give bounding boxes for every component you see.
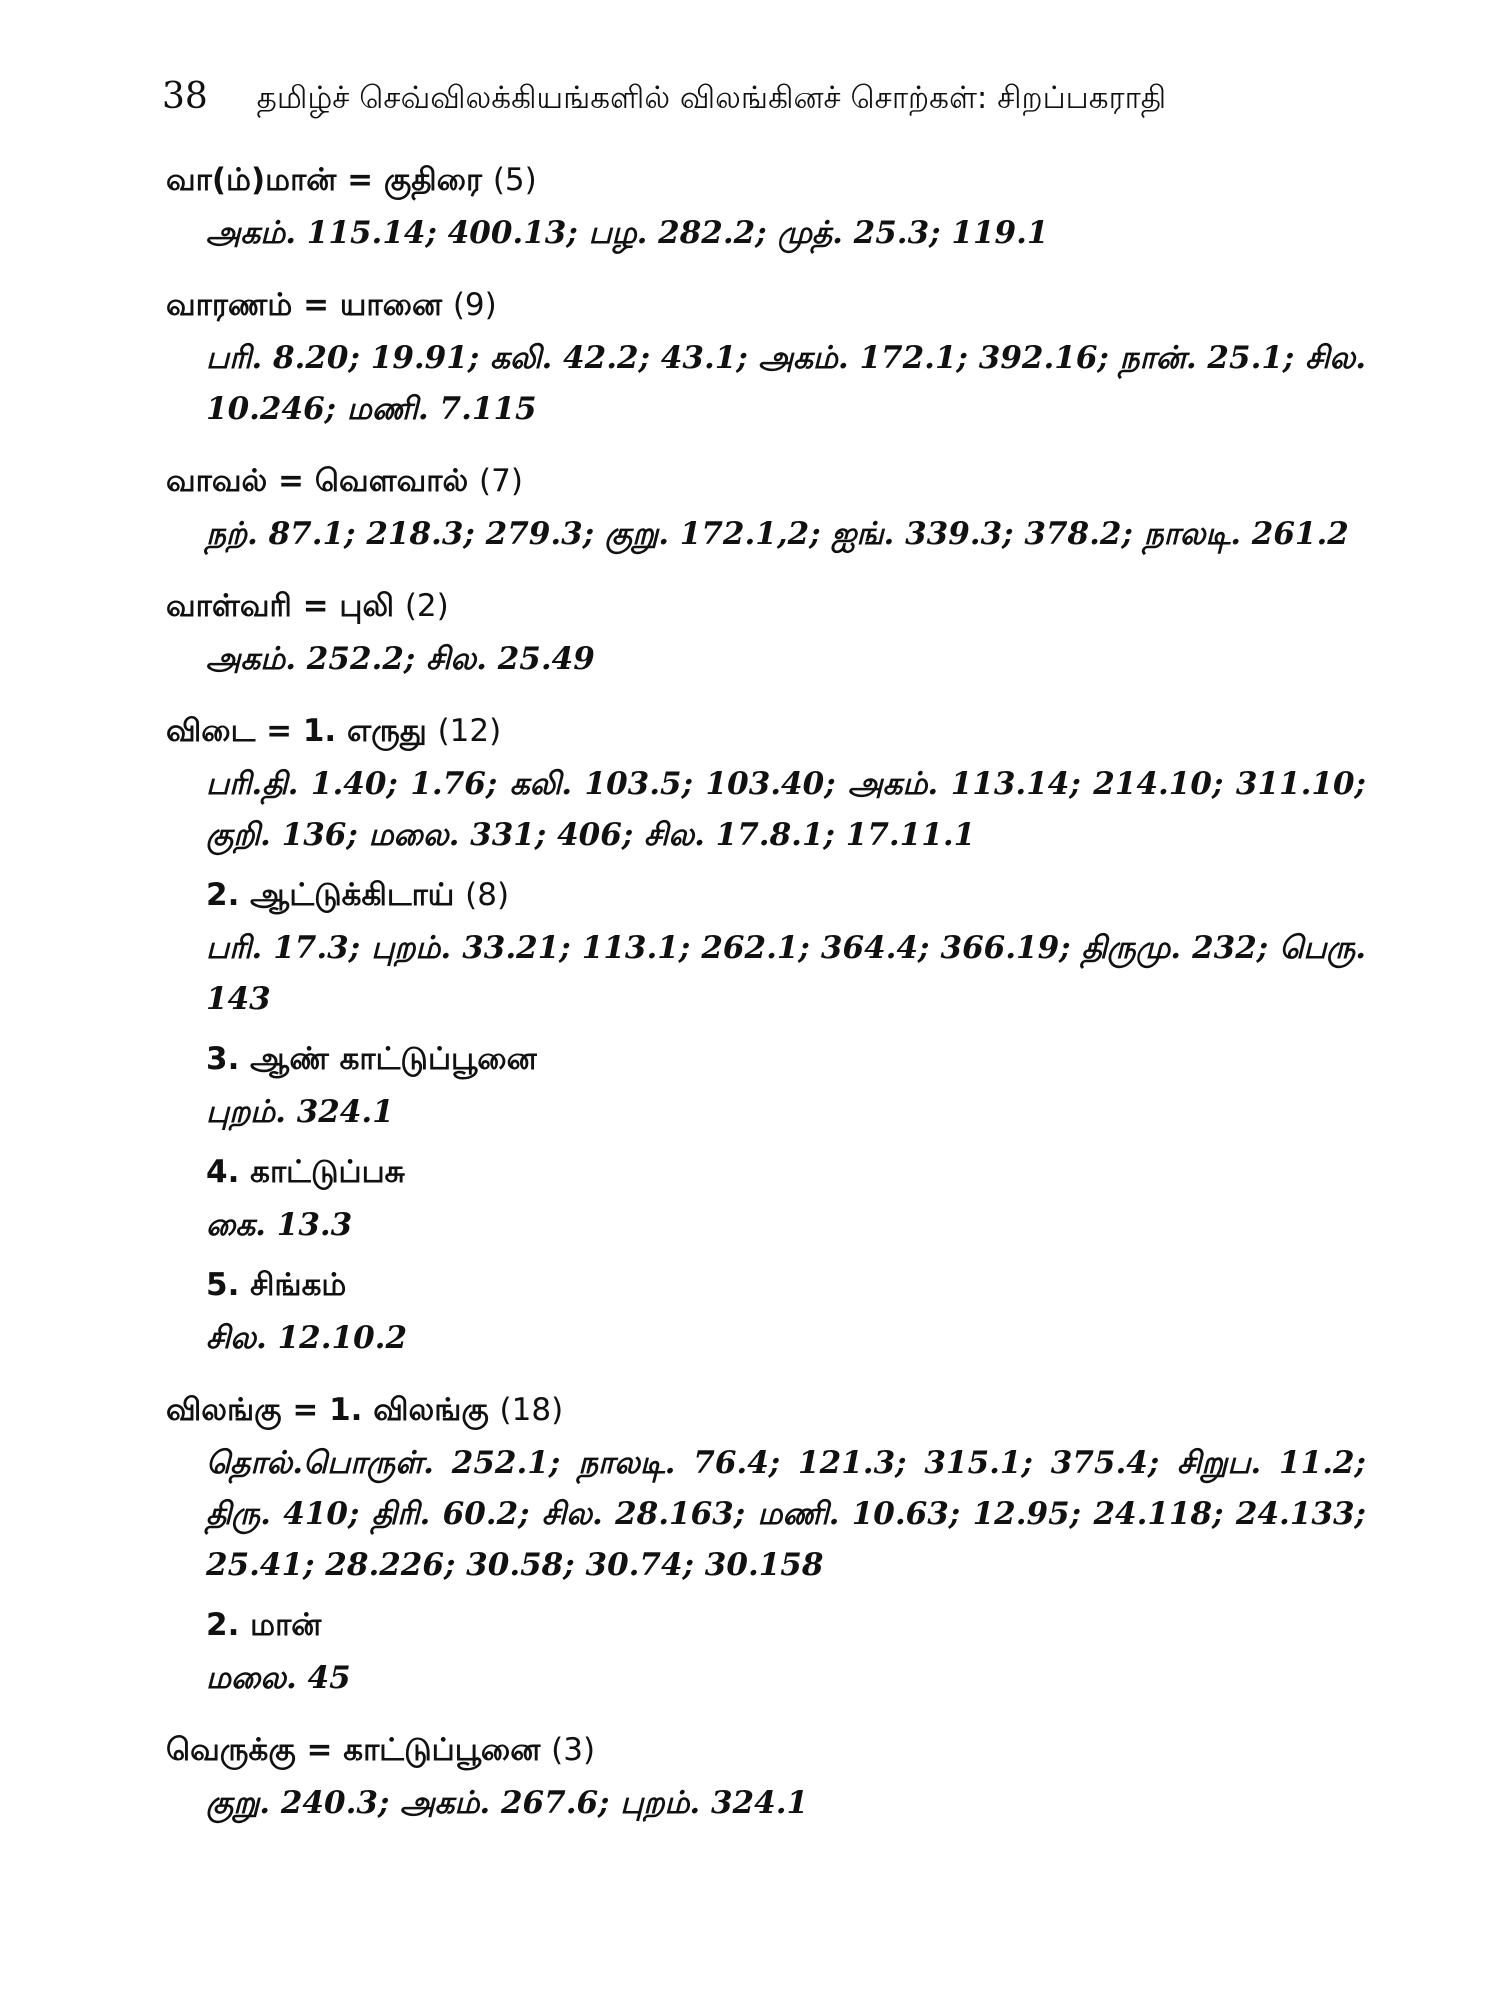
headword-text: வா(ம்)மான் = குதிரை [166, 162, 483, 198]
entry-sense [206, 1033, 1366, 1138]
entry-references: தொல்.பொருள். 252.1; நாலடி. 76.4; 121.3; 315.1; 375.4; சிறுப. 11.2; திரு. 410; திரி. 60.2; சில. 28.163; மணி. 10.63; 12.95; 24.118; 24.133; 25.41; 28.226; 30.58; 30.74; 30.158 [206, 1445, 1366, 1583]
entry-references: குறு. 240.3; அகம். 267.6; புறம். 324.1 [206, 1785, 809, 1821]
page-number: 38 [162, 76, 208, 117]
entry-references: நற். 87.1; 218.3; 279.3; குறு. 172.1,2; ஐங். 339.3; 378.2; நாலடி. 261.2 [206, 516, 1349, 552]
entry-list [166, 154, 1366, 1849]
headword-text: விலங்கு = 1. விலங்கு [166, 1392, 489, 1428]
sense-label-text: 2. மான் [206, 1607, 322, 1643]
entry-headword [166, 1384, 1366, 1436]
book-title: தமிழ்ச் செவ்விலக்கியங்களில் விலங்கினச் சொற்கள்: சிறப்பகராதி [256, 80, 1167, 116]
occurrence-count: (2) [404, 588, 449, 624]
dictionary-entry [166, 154, 1366, 259]
headword-text: விடை = 1. எருது [166, 713, 427, 749]
sense-label [206, 869, 1366, 921]
entry-headword [166, 154, 1366, 206]
entry-headword [166, 279, 1366, 331]
entry-headword [166, 1724, 1366, 1776]
dictionary-entry [166, 580, 1366, 685]
headword-text: வாவல் = வெளவால் [166, 463, 469, 499]
entry-references: பரி.தி. 1.40; 1.76; கலி. 103.5; 103.40; அகம். 113.14; 214.10; 311.10; குறி. 136; மலை. 331; 406; சில. 17.8.1; 17.11.1 [206, 766, 1366, 853]
sense-label-text: 4. காட்டுப்பசு [206, 1154, 405, 1190]
sense-references: புறம். 324.1 [206, 1094, 394, 1130]
entry-headword [166, 455, 1366, 507]
sense-label [206, 1146, 1366, 1198]
dictionary-entry [166, 455, 1366, 560]
sense-references: பரி. 17.3; புறம். 33.21; 113.1; 262.1; 364.4; 366.19; திருமு. 232; பெரு. 143 [206, 930, 1366, 1017]
occurrence-count: (5) [492, 162, 537, 198]
entry-headword [166, 580, 1366, 632]
sense-label [206, 1259, 1366, 1311]
running-head [162, 72, 1166, 123]
dictionary-entry [166, 705, 1366, 1364]
sense-label [206, 1033, 1366, 1085]
dictionary-entry [166, 279, 1366, 435]
entry-headword [166, 705, 1366, 757]
dictionary-entry [166, 1384, 1366, 1704]
occurrence-count: (8) [465, 877, 510, 913]
occurrence-count: (12) [437, 713, 502, 749]
entry-references: பரி. 8.20; 19.91; கலி. 42.2; 43.1; அகம். 172.1; 392.16; நான். 25.1; சில. 10.246; மணி. 7.115 [206, 340, 1366, 427]
headword-text: வெருக்கு = காட்டுப்பூனை [166, 1732, 541, 1768]
occurrence-count: (18) [499, 1392, 564, 1428]
occurrence-count: (3) [551, 1732, 596, 1768]
sense-references: சில. 12.10.2 [206, 1320, 408, 1356]
headword-text: வாள்வரி = புலி [166, 588, 395, 624]
sense-label-text: 5. சிங்கம் [206, 1267, 347, 1303]
entry-references: அகம். 252.2; சில. 25.49 [206, 641, 595, 677]
entry-sense [206, 1146, 1366, 1251]
entry-sense [206, 1599, 1366, 1704]
entry-sense [206, 1259, 1366, 1364]
occurrence-count: (9) [452, 287, 497, 323]
sense-label-text: 2. ஆட்டுக்கிடாய் [206, 877, 455, 913]
headword-text: வாரணம் = யானை [166, 287, 443, 323]
entry-references: அகம். 115.14; 400.13; பழ. 282.2; முத். 25.3; 119.1 [206, 215, 1049, 251]
occurrence-count: (7) [479, 463, 523, 499]
sense-references: கை. 13.3 [206, 1207, 353, 1243]
sense-references: மலை. 45 [206, 1660, 351, 1696]
sense-label-text: 3. ஆண் காட்டுப்பூனை [206, 1041, 537, 1077]
sense-label [206, 1599, 1366, 1651]
dictionary-entry [166, 1724, 1366, 1829]
entry-sense [206, 869, 1366, 1025]
